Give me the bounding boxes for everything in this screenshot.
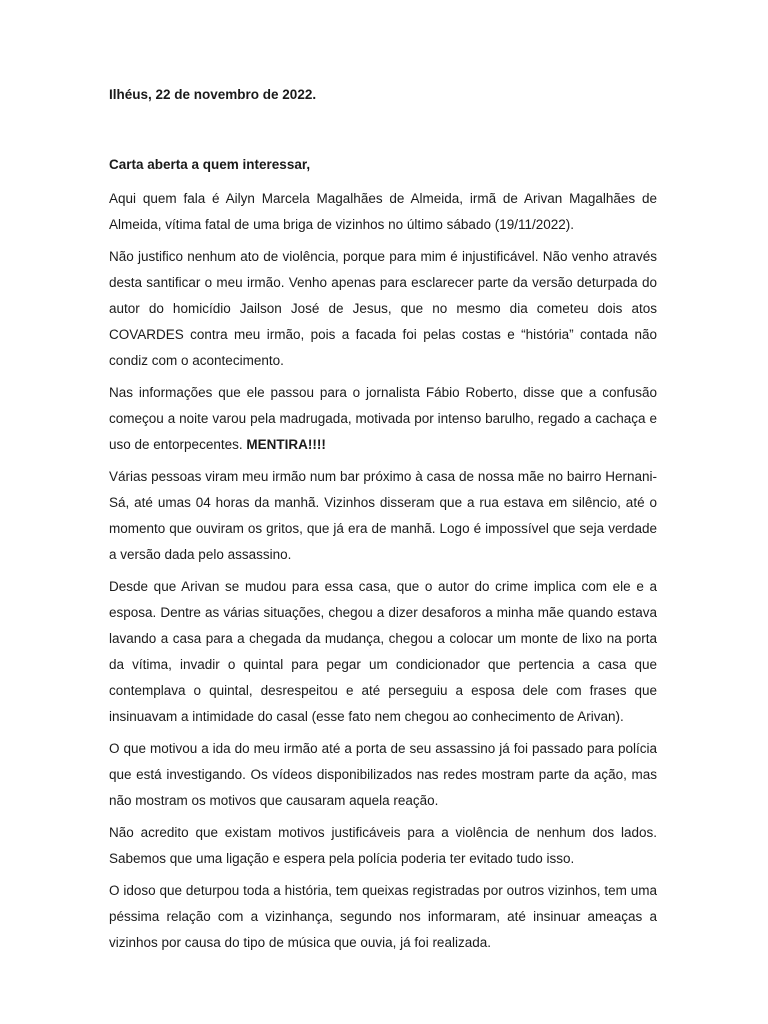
- letter-salutation: Carta aberta a quem interessar,: [109, 157, 311, 172]
- letter-date: Ilhéus, 22 de novembro de 2022.: [109, 87, 317, 102]
- paragraph-8: O idoso que deturpou toda a história, tem queixas registradas por outros vizinhos, tem uma péssima relação com a vizinhança, segundo nos informaram, até insinuar ameaças a vizinhos por causa do tipo de música que ouvia, já foi realizada.: [109, 883, 657, 950]
- paragraph-5: Desde que Arivan se mudou para essa casa, que o autor do crime implica com ele e a esposa. Dentre as várias situações, chegou a dizer desaforos a minha mãe quando estava lavando a casa para a chegada da mudança, chegou a colocar um monte de lixo na porta da vítima, invadir o quintal para pegar um condicionador que pertencia a casa que contemplava o quintal, desrespeitou e até perseguiu a esposa dele com frases que insinuavam a intimidade do casal (esse fato nem chegou ao conhecimento de Arivan).: [109, 579, 657, 724]
- paragraph-1: Aqui quem fala é Ailyn Marcela Magalhães de Almeida, irmã de Arivan Magalhães de Almeida, vítima fatal de uma briga de vizinhos no último sábado (19/11/2022).: [109, 191, 657, 232]
- paragraph-4: Várias pessoas viram meu irmão num bar próximo à casa de nossa mãe no bairro Hernani-Sá, até umas 04 horas da manhã. Vizinhos disseram que a rua estava em silêncio, até o momento que ouviram os gritos, que já era de manhã. Logo é impossível que seja verdade a versão dada pelo assassino.: [109, 469, 657, 562]
- paragraph-3-emphasis: MENTIRA!!!!: [246, 437, 326, 452]
- paragraph-3: [109, 380, 657, 458]
- letter-page: [109, 82, 657, 962]
- paragraph-6: O que motivou a ida do meu irmão até a porta de seu assassino já foi passado para polícia que está investigando. Os vídeos disponibilizados nas redes mostram parte da ação, mas não mostram os motivos que causaram aquela reação.: [109, 741, 657, 808]
- paragraph-2: Não justifico nenhum ato de violência, porque para mim é injustificável. Não venho através desta santificar o meu irmão. Venho apenas para esclarecer parte da versão deturpada do autor do homicídio Jailson José de Jesus, que no mesmo dia cometeu dois atos COVARDES contra meu irmão, pois a facada foi pelas costas e “história” contada não condiz com o acontecimento.: [109, 249, 657, 368]
- paragraph-7: Não acredito que existam motivos justificáveis para a violência de nenhum dos lados. Sabemos que uma ligação e espera pela polícia poderia ter evitado tudo isso.: [109, 825, 657, 866]
- paragraph-3-text: Nas informações que ele passou para o jornalista Fábio Roberto, disse que a confusão começou a noite varou pela madrugada, motivada por intenso barulho, regado a cachaça e uso de entorpecentes.: [109, 385, 657, 452]
